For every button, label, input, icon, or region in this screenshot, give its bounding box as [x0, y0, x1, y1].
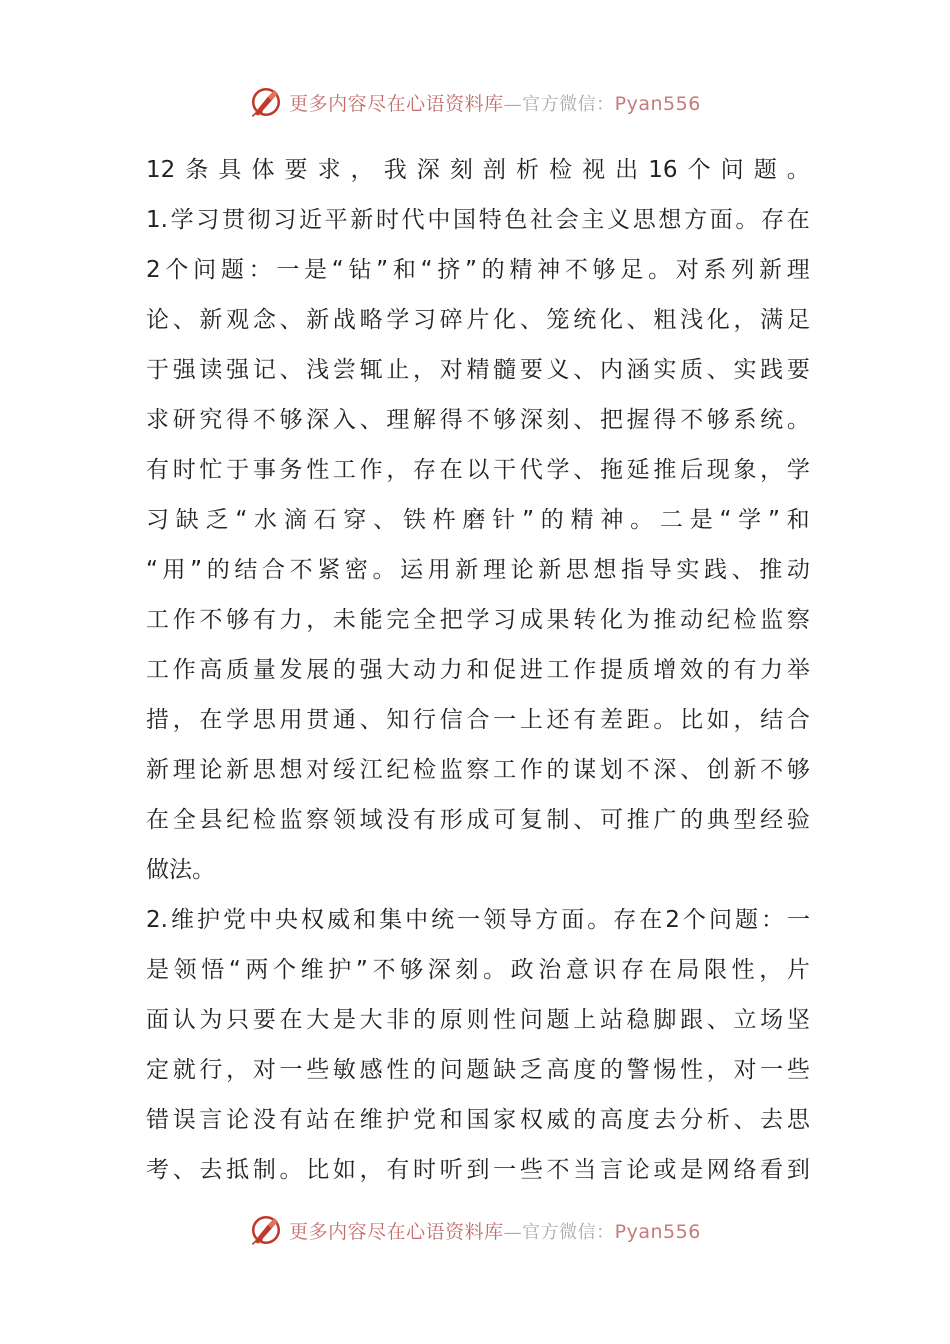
- watermark-text: [289, 89, 701, 116]
- watermark-text: [289, 1217, 701, 1244]
- text-line: 措 ， 在 学 思 用 贯 通 、 知 行 信 合 一 上 还 有 差 距 。 比 如 ， 结 合: [146, 707, 810, 733]
- text-line: 2. 维 护 党 中 央 权 威 和 集 中 统 一 领 导 方 面 。 存 在 2 个 问 题 ： 一: [146, 907, 810, 933]
- text-line: 面 认 为 只 要 在 大 是 大 非 的 原 则 性 问 题 上 站 稳 脚 跟 、 立 场 坚: [146, 1007, 810, 1033]
- text-line: 1. 学 习 贯 彻 习 近 平 新 时 代 中 国 特 色 社 会 主 义 思 想 方 面 。 存 在: [146, 207, 810, 233]
- watermark-id: Pyan556: [614, 1220, 701, 1243]
- header-watermark: [0, 80, 950, 124]
- text-line: 是 领 悟 “ 两 个 维 护 ” 不 够 深 刻 。 政 治 意 识 存 在 局 限 性 ， 片: [146, 957, 810, 983]
- text-line: 求 研 究 得 不 够 深 入 、 理 解 得 不 够 深 刻 、 把 握 得 不 够 系 统 。: [146, 407, 810, 433]
- text-line: 习 缺 乏 “ 水 滴 石 穿 、 铁 杵 磨 针 ” 的 精 神 。 二 是 “ 学 ” 和: [146, 507, 810, 533]
- watermark-official: 官方微信：: [522, 93, 615, 115]
- watermark-official: 官方微信：: [522, 1221, 615, 1243]
- watermark-brand: 更多内容尽在心语资料库: [289, 1220, 504, 1243]
- pen-logo-icon: [249, 1213, 283, 1247]
- text-line: 论 、 新 观 念 、 新 战 略 学 习 碎 片 化 、 笼 统 化 、 粗 浅 化 ， 满 足: [146, 307, 810, 333]
- text-line: 定 就 行 ， 对 一 些 敏 感 性 的 问 题 缺 乏 高 度 的 警 惕 性 ， 对 一 些: [146, 1057, 810, 1083]
- text-line: 12 条 具 体 要 求 ， 我 深 刻 剖 析 检 视 出 16 个 问 题 。: [146, 157, 810, 183]
- watermark-dash: —: [503, 93, 523, 115]
- text-line: 做 法 。: [146, 857, 215, 883]
- footer-watermark: [0, 1208, 950, 1252]
- watermark-id: Pyan556: [614, 92, 701, 115]
- pen-logo-icon: [249, 85, 283, 119]
- document-body: [146, 145, 810, 1195]
- text-line: 于 强 读 强 记 、 浅 尝 辄 止 ， 对 精 髓 要 义 、 内 涵 实 质 、 实 践 要: [146, 357, 810, 383]
- watermark-dash: —: [503, 1221, 523, 1243]
- text-line: 考 、 去 抵 制 。 比 如 ， 有 时 听 到 一 些 不 当 言 论 或 是 网 络 看 到: [146, 1157, 810, 1183]
- watermark-brand: 更多内容尽在心语资料库: [289, 92, 504, 115]
- text-line: 2 个 问 题 ： 一 是 “ 钻 ” 和 “ 挤 ” 的 精 神 不 够 足 。 对 系 列 新 理: [146, 257, 810, 283]
- text-line: 有 时 忙 于 事 务 性 工 作 ， 存 在 以 干 代 学 、 拖 延 推 后 现 象 ， 学: [146, 457, 810, 483]
- text-line: 在 全 县 纪 检 监 察 领 域 没 有 形 成 可 复 制 、 可 推 广 的 典 型 经 验: [146, 807, 810, 833]
- text-line: “ 用 ” 的 结 合 不 紧 密 。 运 用 新 理 论 新 思 想 指 导 实 践 、 推 动: [146, 557, 810, 583]
- text-line: 错 误 言 论 没 有 站 在 维 护 党 和 国 家 权 威 的 高 度 去 分 析 、 去 思: [146, 1107, 810, 1133]
- text-line: 新 理 论 新 思 想 对 绥 江 纪 检 监 察 工 作 的 谋 划 不 深 、 创 新 不 够: [146, 757, 810, 783]
- text-line: 工 作 不 够 有 力 ， 未 能 完 全 把 学 习 成 果 转 化 为 推 动 纪 检 监 察: [146, 607, 810, 633]
- text-line: 工 作 高 质 量 发 展 的 强 大 动 力 和 促 进 工 作 提 质 增 效 的 有 力 举: [146, 657, 810, 683]
